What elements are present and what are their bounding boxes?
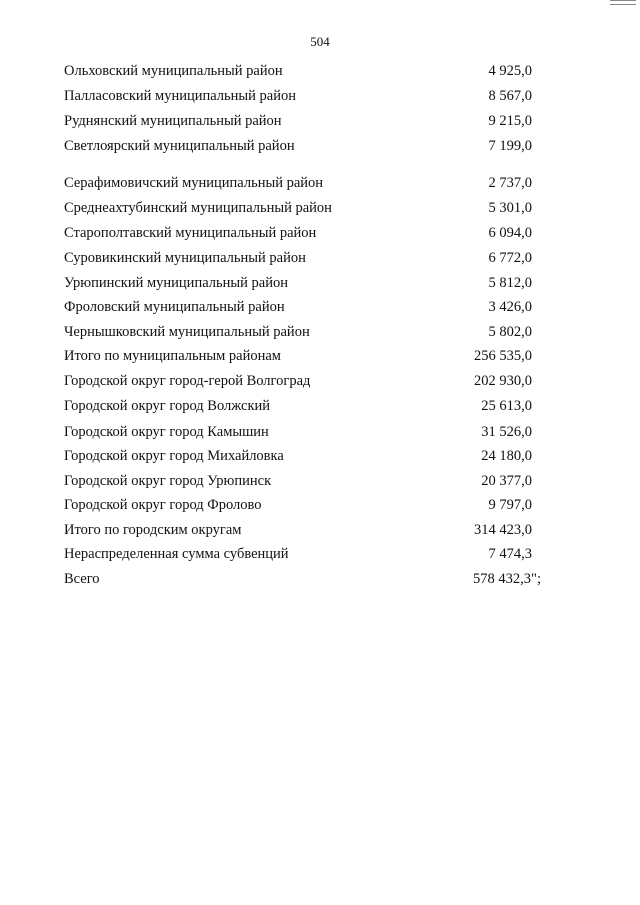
district-name: Суровикинский муниципальный район [64, 250, 306, 266]
total-value: 578 432,3"; [473, 571, 541, 587]
district-name: Среднеахтубинский муниципальный район [64, 200, 332, 216]
amount-value: 9 797,0 [488, 497, 532, 513]
amount-value: 202 930,0 [474, 373, 532, 389]
amount-value: 25 613,0 [481, 398, 532, 414]
district-name: Городской округ город Михайловка [64, 448, 284, 464]
district-name: Светлоярский муниципальный район [64, 138, 295, 154]
subtotal-row [0, 522, 640, 542]
table-row [0, 473, 640, 493]
district-name: Ольховский муниципальный район [64, 63, 283, 79]
amount-value: 2 737,0 [488, 175, 532, 191]
amount-value: 6 772,0 [488, 250, 532, 266]
district-name: Старополтавский муниципальный район [64, 225, 317, 241]
district-name: Руднянский муниципальный район [64, 113, 282, 129]
corner-mark [610, 0, 636, 5]
amount-value: 24 180,0 [481, 448, 532, 464]
district-name: Фроловский муниципальный район [64, 299, 285, 315]
table-row [0, 373, 640, 393]
district-name: Городской округ город Урюпинск [64, 473, 272, 489]
subtotal-label: Итого по городским округам [64, 522, 242, 538]
table-row [0, 225, 640, 245]
district-name: Городской округ город-герой Волгоград [64, 373, 311, 389]
table-row [0, 88, 640, 108]
district-name: Палласовский муниципальный район [64, 88, 296, 104]
total-label: Всего [64, 571, 100, 587]
amount-value: 3 426,0 [488, 299, 532, 315]
table-row [0, 299, 640, 319]
subtotal-value: 314 423,0 [474, 522, 532, 538]
district-name: Городской округ город Камышин [64, 424, 269, 440]
page-number: 504 [310, 34, 330, 49]
table-row [0, 63, 640, 83]
table-row [0, 250, 640, 270]
district-name: Городской округ город Волжский [64, 398, 271, 414]
table-row [0, 324, 640, 344]
table-row [0, 448, 640, 468]
total-row [0, 571, 640, 591]
amount-value: 7 474,3 [488, 546, 532, 562]
table-row [0, 546, 640, 566]
subtotal-value: 256 535,0 [474, 348, 532, 364]
district-name: Чернышковский муниципальный район [64, 324, 310, 340]
amount-value: 4 925,0 [488, 63, 532, 79]
table-row [0, 138, 640, 158]
table-row [0, 497, 640, 517]
table-row [0, 275, 640, 295]
table-row [0, 175, 640, 195]
district-name: Серафимовичский муниципальный район [64, 175, 324, 191]
amount-value: 9 215,0 [488, 113, 532, 129]
subtotal-row [0, 348, 640, 368]
amount-value: 6 094,0 [488, 225, 532, 241]
amount-value: 5 301,0 [488, 200, 532, 216]
table-row [0, 200, 640, 220]
table-row [0, 398, 640, 418]
district-name: Урюпинский муниципальный район [64, 275, 288, 291]
amount-value: 7 199,0 [488, 138, 532, 154]
amount-value: 8 567,0 [488, 88, 532, 104]
subtotal-label: Итого по муниципальным районам [64, 348, 281, 364]
district-name: Нераспределенная сумма субвенций [64, 546, 289, 562]
amount-value: 5 802,0 [488, 324, 532, 340]
amount-value: 20 377,0 [481, 473, 532, 489]
table-row [0, 113, 640, 133]
amount-value: 31 526,0 [481, 424, 532, 440]
amount-value: 5 812,0 [488, 275, 532, 291]
district-name: Городской округ город Фролово [64, 497, 262, 513]
table-row [0, 424, 640, 444]
